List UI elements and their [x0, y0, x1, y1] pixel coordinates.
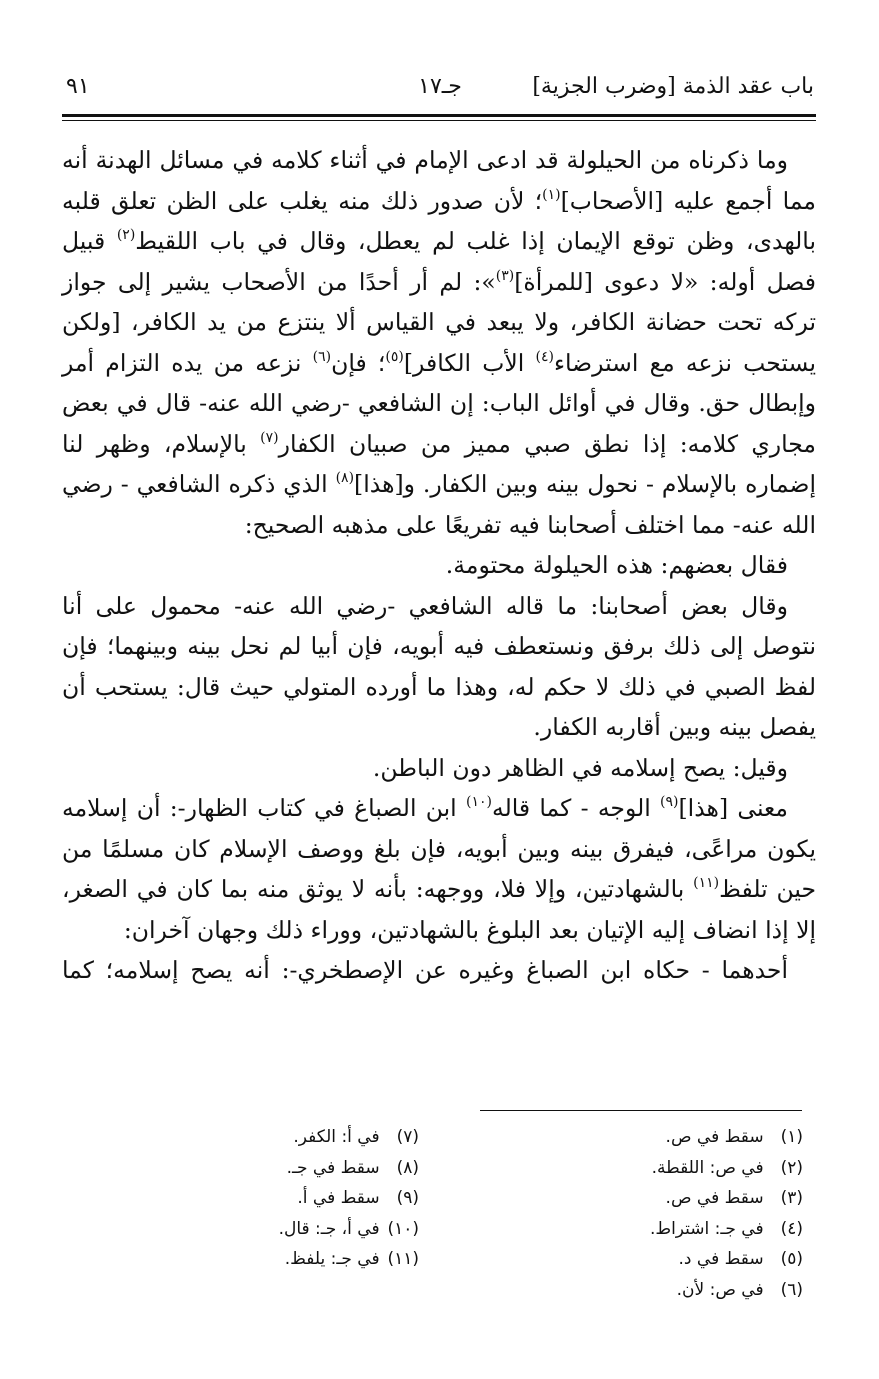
chapter-title: باب عقد الذمة [وضرب الجزية] [532, 74, 814, 99]
footnote-ref: (٨) [335, 470, 355, 486]
footnote-number: (١٠) [387, 1218, 419, 1239]
running-header [66, 74, 814, 110]
paragraph [62, 788, 816, 950]
text-run: نزعه من يده التزام أمر وإبطال حق. وقال في أوائل الباب: إن الشافعي -رضي الله عنه- قال في بعض مجاري كلامه: إذا نطق صبي مميز من صبيان الكفار [62, 348, 816, 458]
paragraph: أحدهما - حكاه ابن الصباغ وغيره عن الإصطخري-: أنه يصح إسلامه؛ كما [62, 956, 788, 984]
footnote-text: في أ، جـ: قال. [278, 1218, 380, 1239]
page-number: ٩١ [66, 74, 90, 99]
footnote-text: سقط في ص. [665, 1127, 764, 1147]
footnote [169, 1153, 419, 1184]
text-run: الذي ذكره الشافعي - رضي الله عنه- مما اختلف أصحابنا فيه تفريعًا على مذهبه الصحيح: [62, 470, 816, 539]
footnote [553, 1183, 803, 1214]
footnote-ref: (٥) [385, 348, 404, 365]
footnote [553, 1214, 803, 1245]
footnote [553, 1244, 803, 1275]
footnote-ref: (٢) [116, 227, 136, 243]
header-rule-thick [62, 114, 816, 117]
text-run: قبيل فصل أوله: «لا دعوى [للمرأة] [62, 227, 816, 296]
footnote-text: في أ: الكفر. [293, 1127, 380, 1147]
footnote-ref: (١١) [693, 875, 720, 891]
footnote-text: في جـ: يلفظ. [284, 1249, 380, 1269]
text-run: وما ذكرناه من الحيلولة قد ادعى الإمام في أثناء كلامه في مسائل الهدنة أنه مما أجمع عليه [الأصحاب] [62, 146, 816, 215]
footnote [553, 1153, 803, 1184]
footnote-number: (٢) [780, 1157, 803, 1178]
paragraph: وقيل: يصح إسلامه في الظاهر دون الباطن. [372, 753, 788, 782]
footnote-text: في ص: اللقطة. [651, 1157, 764, 1178]
footnote-text: سقط في جـ. [286, 1157, 380, 1178]
footnote-separator [480, 1110, 802, 1111]
text-run: ؛ فإن [331, 348, 386, 377]
main-text [62, 140, 816, 991]
footnote [553, 1275, 803, 1306]
header-rule-thin [62, 120, 816, 121]
footnote-text: سقط في د. [678, 1249, 764, 1269]
footnote [169, 1214, 419, 1245]
footnote-number: (٣) [780, 1188, 803, 1208]
footnote-number: (٨) [396, 1157, 419, 1178]
footnote-ref: (٩) [660, 794, 679, 810]
footnote [169, 1183, 419, 1214]
footnote-ref: (١٠) [465, 794, 492, 810]
text-run: ؛ لأن صدور ذلك منه يغلب على الظن تعلق قلبه بالهدى، وظن توقع الإيمان إذا غلب لم يعطل، وقال في باب اللقيط [62, 186, 817, 255]
footnote-number: (٧) [396, 1127, 419, 1147]
footnote [169, 1122, 419, 1153]
footnote-ref: (٤) [535, 348, 554, 365]
paragraph: وقال بعض أصحابنا: ما قاله الشافعي -رضي الله عنه- محمول على أنا نتوصل إلى ذلك برفق ونستعطف فيه أبويه، فإن أبيا لم نحل بينه وبينهما؛ فإن لفظ الصبي في ذلك لا حكم له، وهذا ما أورده المتولي حيث قال: يستحب أن يفصل بينه وبين أقاربه الكفار. [62, 591, 816, 741]
footnote [553, 1122, 803, 1153]
text-run: معنى [هذا] [678, 794, 788, 822]
footnotes-column-left [169, 1122, 419, 1275]
text-run: الأب الكافر] [403, 348, 536, 377]
footnote-ref: (٧) [260, 429, 279, 446]
footnote-number: (١) [780, 1127, 803, 1147]
paragraph: فقال بعضهم: هذه الحيلولة محتومة. [445, 551, 788, 579]
footnote-ref: (١) [542, 186, 561, 203]
footnote-text: في ص: لأن. [676, 1279, 764, 1300]
text-run: بالإسلام، وظهر لنا إضماره بالإسلام - نحول بينه وبين الكفار. و[هذا] [62, 429, 816, 498]
footnotes-column-right [553, 1122, 803, 1305]
footnote-number: (٤) [780, 1218, 803, 1239]
footnote-ref: (٣) [495, 267, 515, 284]
footnote-number: (٩) [396, 1188, 419, 1208]
footnote-number: (٦) [780, 1279, 803, 1300]
text-run: ابن الصباغ في كتاب الظهار-: أن إسلامه يكون مراعًى، فيفرق بينه وبين أبويه، فإن بلغ ووصف الإسلام كان مسلمًا من حين تلفظ [62, 794, 817, 903]
footnote-ref: (٦) [312, 348, 332, 365]
text-run: »: لم أر أحدًا من الأصحاب يشير إلى جواز تركه تحت حضانة الكافر، ولا يبعد في القياس ألا ينتزع من يد الكافر، [ولكن يستحب نزعه مع استرضاء [62, 267, 816, 377]
footnote-number: (٥) [780, 1249, 803, 1269]
footnote-number: (١١) [387, 1249, 419, 1269]
volume-label: جـ١٧ [418, 74, 462, 99]
footnote-text: سقط في أ. [297, 1188, 380, 1208]
text-run: الوجه - كما قاله [491, 794, 661, 822]
footnote-text: في جـ: اشتراط. [649, 1218, 764, 1239]
paragraph [62, 140, 816, 545]
text-run: بالشهادتين، وإلا فلا، ووجهه: بأنه لا يوثق منه بما كان في الصغر، إلا إذا انضاف إليه الإتيان بعد البلوغ بالشهادتين، ووراء ذلك وجهان آخران: [62, 875, 816, 944]
footnote-text: سقط في ص. [665, 1188, 764, 1208]
footnote [169, 1244, 419, 1275]
